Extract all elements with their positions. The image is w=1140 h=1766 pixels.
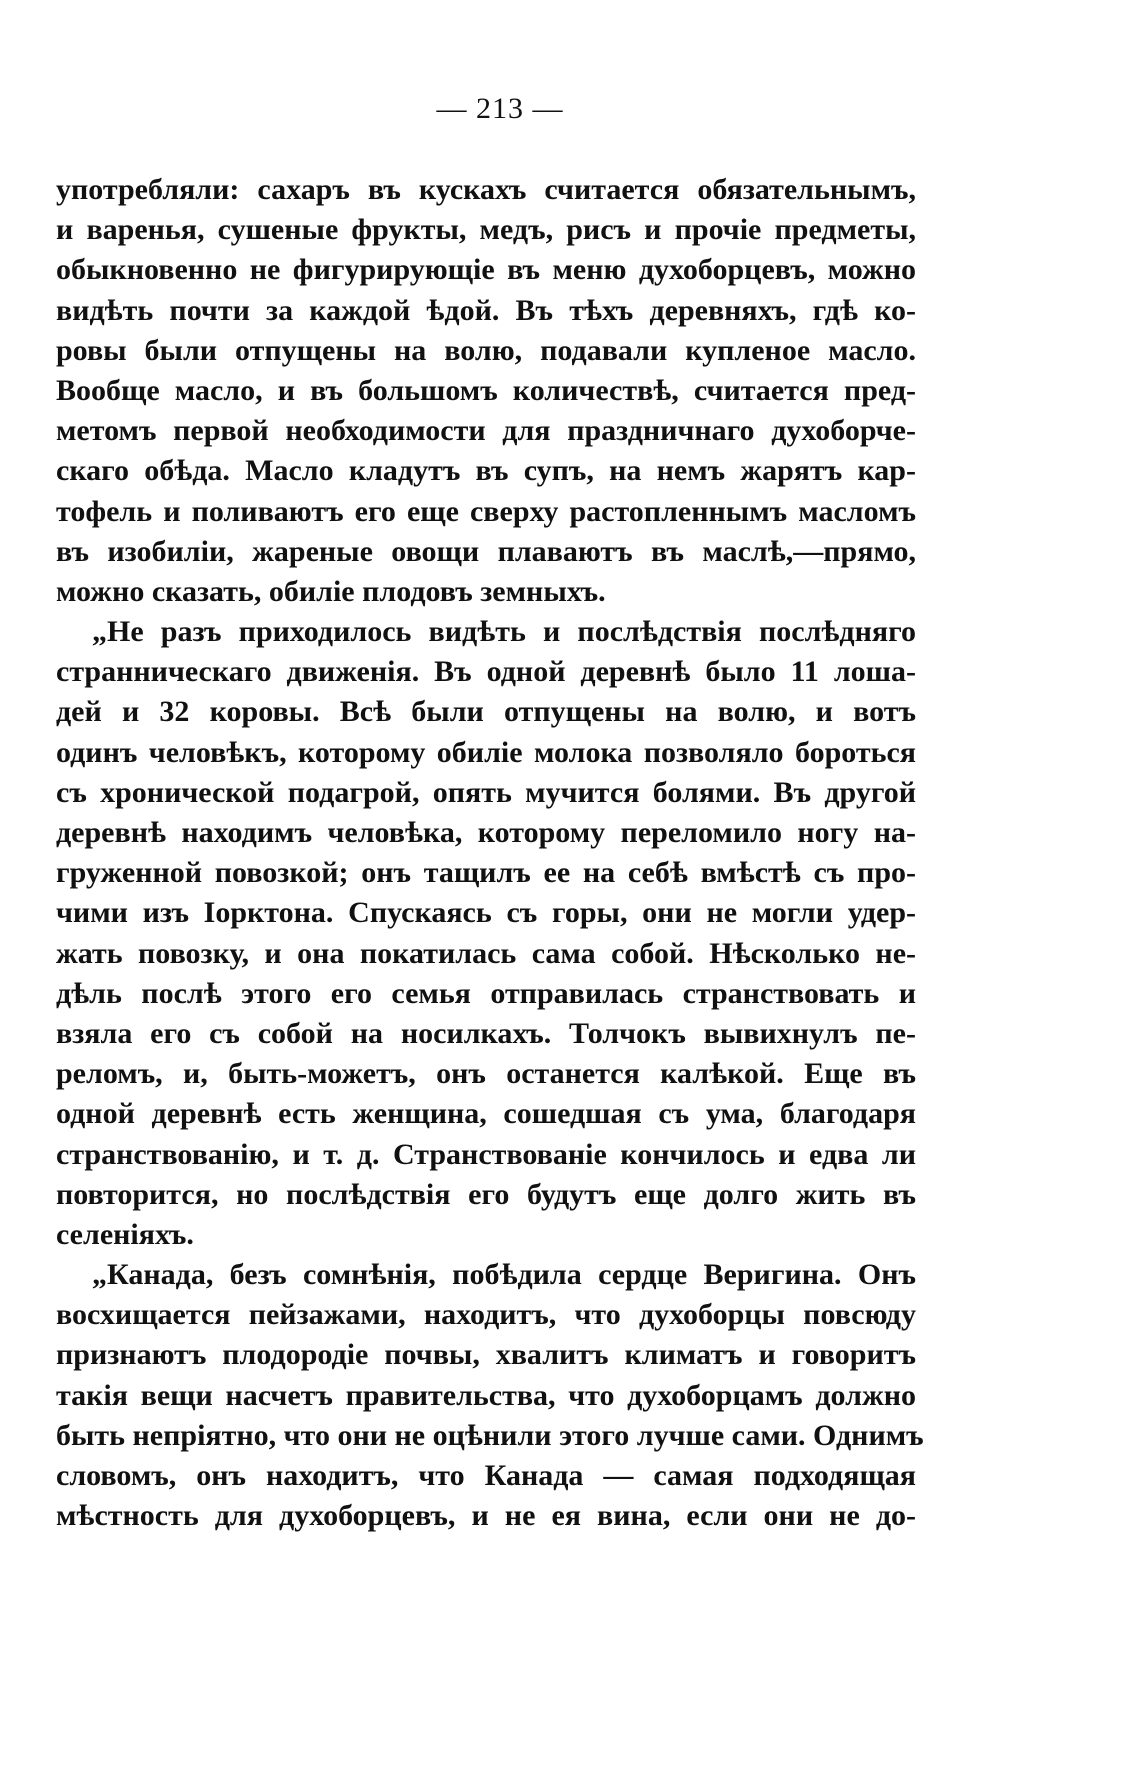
text-line: скаго обѣда. Масло кладутъ въ супъ, на немъ жарятъ кар- [56, 454, 916, 488]
page-number: — 213 — [436, 92, 564, 125]
text-line: странствованію, и т. д. Странствованіе кончилось и едва ли [56, 1137, 916, 1171]
body-text [56, 170, 924, 1536]
text-line: селеніяхъ. [56, 1217, 194, 1251]
paragraph [56, 1255, 924, 1536]
text-line: „Канада, безъ сомнѣнія, побѣдила сердце Веригина. Онъ [92, 1258, 916, 1292]
text-line: жать повозку, и она покатилась сама собой. Нѣсколько не- [56, 936, 916, 970]
text-line: восхищается пейзажами, находитъ, что духоборцы повсюду [56, 1298, 916, 1332]
text-line: деревнѣ находимъ человѣка, которому переломило ногу на- [56, 816, 916, 849]
text-line: можно сказать, обиліе плодовъ земныхъ. [56, 574, 606, 608]
paragraph [56, 612, 916, 1255]
text-line: ровы были отпущены на волю, подавали купленое масло. [56, 333, 916, 367]
text-line: такія вещи насчетъ правительства, что духоборцамъ должно [56, 1378, 916, 1412]
text-line: употребляли: сахаръ въ кускахъ считается обязательнымъ, [56, 173, 916, 206]
text-line: мѣстность для духоборцевъ, и не ея вина, если они не до- [56, 1499, 916, 1533]
text-line: чими изъ Іорктона. Спускаясь съ горы, они не могли удер- [56, 896, 916, 930]
text-line: видѣть почти за каждой ѣдой. Въ тѣхъ деревняхъ, гдѣ ко- [56, 293, 916, 327]
text-line: повторится, но послѣдствія его будутъ еще долго жить въ [56, 1177, 916, 1211]
text-line: признаютъ плодородіе почвы, хвалитъ климатъ и говоритъ [56, 1338, 916, 1372]
text-line: тофель и поливаютъ его еще сверху растопленнымъ масломъ [56, 494, 916, 528]
text-line: съ хронической подагрой, опять мучится болями. Въ другой [56, 775, 916, 809]
text-line: Вообще масло, и въ большомъ количествѣ, считается пред- [56, 373, 916, 407]
paragraph [56, 170, 916, 612]
text-line: дѣль послѣ этого его семья отправилась странствовать и [56, 976, 916, 1010]
text-line: одинъ человѣкъ, которому обиліе молока позволяло бороться [56, 735, 916, 769]
text-line: реломъ, и, быть-можетъ, онъ останется калѣкой. Еще въ [56, 1057, 916, 1091]
text-line: груженной повозкой; онъ тащилъ ее на себѣ вмѣстѣ съ про- [56, 856, 916, 890]
text-line: и варенья, сушеные фрукты, медъ, рисъ и прочіе предметы, [56, 213, 916, 247]
text-line: странническаго движенія. Въ одной деревнѣ было 11 лоша- [56, 655, 916, 689]
text-line: одной деревнѣ есть женщина, сошедшая съ ума, благодаря [56, 1097, 916, 1131]
text-line: дей и 32 коровы. Всѣ были отпущены на волю, и вотъ [56, 695, 916, 729]
text-line: метомъ первой необходимости для праздничнаго духоборче- [56, 414, 916, 448]
text-line: обыкновенно не фигурирующіе въ меню духоборцевъ, можно [56, 253, 916, 287]
text-line: въ изобиліи, жареные овощи плаваютъ въ маслѣ,—прямо, [56, 534, 916, 568]
text-line: быть непріятно, что они не оцѣнили этого лучше сами. Однимъ [56, 1418, 924, 1452]
text-line: словомъ, онъ находитъ, что Канада — самая подходящая [56, 1459, 916, 1492]
text-line: „Не разъ приходилось видѣть и послѣдствія послѣдняго [92, 615, 916, 649]
text-line: взяла его съ собой на носилкахъ. Толчокъ вывихнулъ пе- [56, 1016, 916, 1050]
